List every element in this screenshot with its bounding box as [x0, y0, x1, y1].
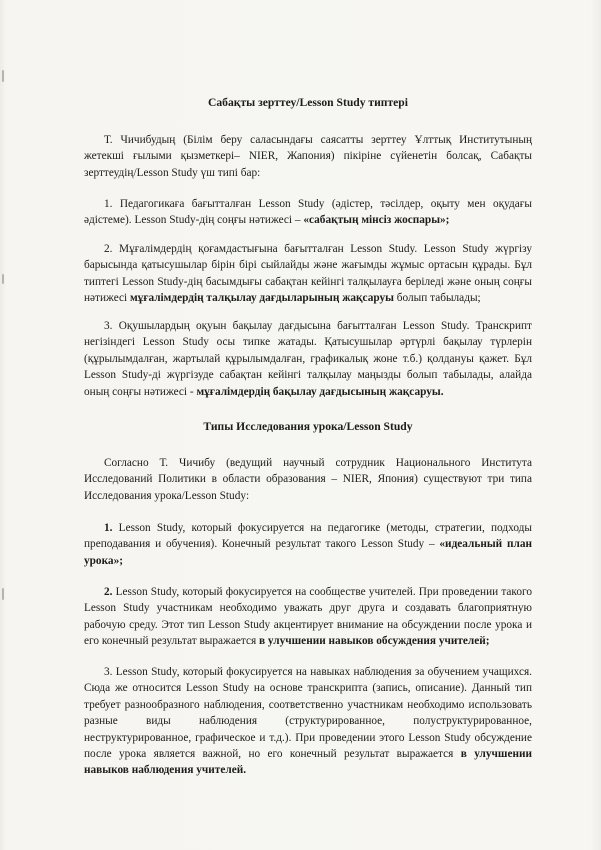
section1-item-1-bold: «сабақтың мінсіз жоспары»;: [303, 214, 450, 227]
section2-item-2-bold: в улучшении навыков обсуждения учителей;: [259, 635, 490, 648]
scan-margin-mark: [2, 70, 4, 82]
section1-intro-text: Т. Чичибудың (Білім беру саласындағы саясатты зерттеу Ұлттық Институтының жетекші ғылыми қызметкері– NIER, Жапония) пікіріне сүйенетін болсақ, Сабақты зерттеудің/Lesson Study үш типі бар:: [84, 134, 532, 179]
section1-item-1: [84, 196, 532, 229]
section2-item-2-num: 2.: [104, 586, 113, 598]
section2-intro: [84, 455, 532, 504]
section1-item-3-lead: 3. Оқушылардың оқуын бақылау дағдысына бағытталған Lesson Study. Транскрипт негізіндегі Lesson Study осы типке жатады. Қатысушылар әртүрлі бақылау түрлерін (құрылымдалған, жартылай құрылымдалған, графикалық жоне т.б.) қолдануы қажет. Бұл Lesson Study-ді жүргізуде сабақтан кейінгі талқылау маңызды болып табылады, алайда оның соңғы нәтижесі -: [84, 320, 532, 398]
scan-margin-mark: [2, 274, 4, 284]
section1-intro: [84, 132, 532, 181]
section1-item-2-bold: мұғалімдердің талқылау дағдыларының жақсаруы: [129, 292, 394, 305]
section1-item-2-tail: болып табылады;: [393, 292, 481, 305]
section1-item-2: [84, 241, 532, 307]
section2-item-1-lead: Lesson Study, который фокусируется на педагогике (методы, стратегии, подходы преподавания и обучения). Конечный результат такого Lesson Study –: [84, 522, 532, 551]
section2-item-3: [84, 664, 532, 779]
section1-title: Сабақты зерттеу/Lesson Study типтері: [208, 96, 408, 109]
section2-item-1: [84, 520, 532, 569]
section1-item-3: [84, 318, 532, 400]
section2-item-1-bold: «идеальный план урока»;: [84, 538, 532, 567]
section2-item-1-num: 1.: [104, 522, 113, 534]
section1-item-3-bold: мұғалімдердің бақылау дағдысының жақсаруы.: [196, 385, 444, 398]
section2-title: Типы Исследования урока/Lesson Study: [203, 420, 413, 433]
section2-item-3-bold: в улучшении навыков наблюдения учителей.: [84, 748, 532, 777]
section1-item-2-lead: 2. Мұғалімдердің қоғамдастығына бағытталған Lesson Study. Lesson Study жүргізу барысында қатысушылар бірін бірі сыйлайды және жағымды жұмыс ортасын құрады. Бұл типтегі Lesson Study-дің басымдығы сабақтан кейінгі талқылауға беріледі және оның соңғы нәтижесі: [84, 243, 532, 305]
section2-item-2-lead: Lesson Study, который фокусируется на сообществе учителей. При проведении такого Lesson Study участникам необходимо уважать друг друга и создавать благоприятную рабочую среду. Этот тип Lesson Study акцентирует внимание на обсуждении после урока и его конечный результат выражается: [84, 586, 532, 648]
section2-item-2: [84, 584, 532, 650]
section1-item-1-lead: 1. Педагогикаға бағытталған Lesson Study (әдістер, тәсілдер, оқыту мен оқудағы әдістеме). Lesson Study-дің соңғы нәтижесі –: [84, 198, 532, 227]
section2-intro-text: Согласно Т. Чичибу (ведущий научный сотрудник Национального Института Исследований Политики в области образования – NIER, Япония) существуют три типа Исследования урока/Lesson Study:: [84, 457, 532, 502]
scan-margin-mark: [2, 588, 4, 600]
section2-item-3-lead: 3. Lesson Study, который фокусируется на навыках наблюдения за обучением учащихся. Сюда же относится Lesson Study на основе транскрипта (запись, описание). Данный тип требует разнообразного наблюдения, соответственно участникам необходимо использовать разные виды наблюдения (структурированное, полуструктурированное, неструктурированное, графическое и т.д.). При проведении этого Lesson Study обсуждение после урока является важной, но его конечный результат выражается: [84, 666, 532, 761]
